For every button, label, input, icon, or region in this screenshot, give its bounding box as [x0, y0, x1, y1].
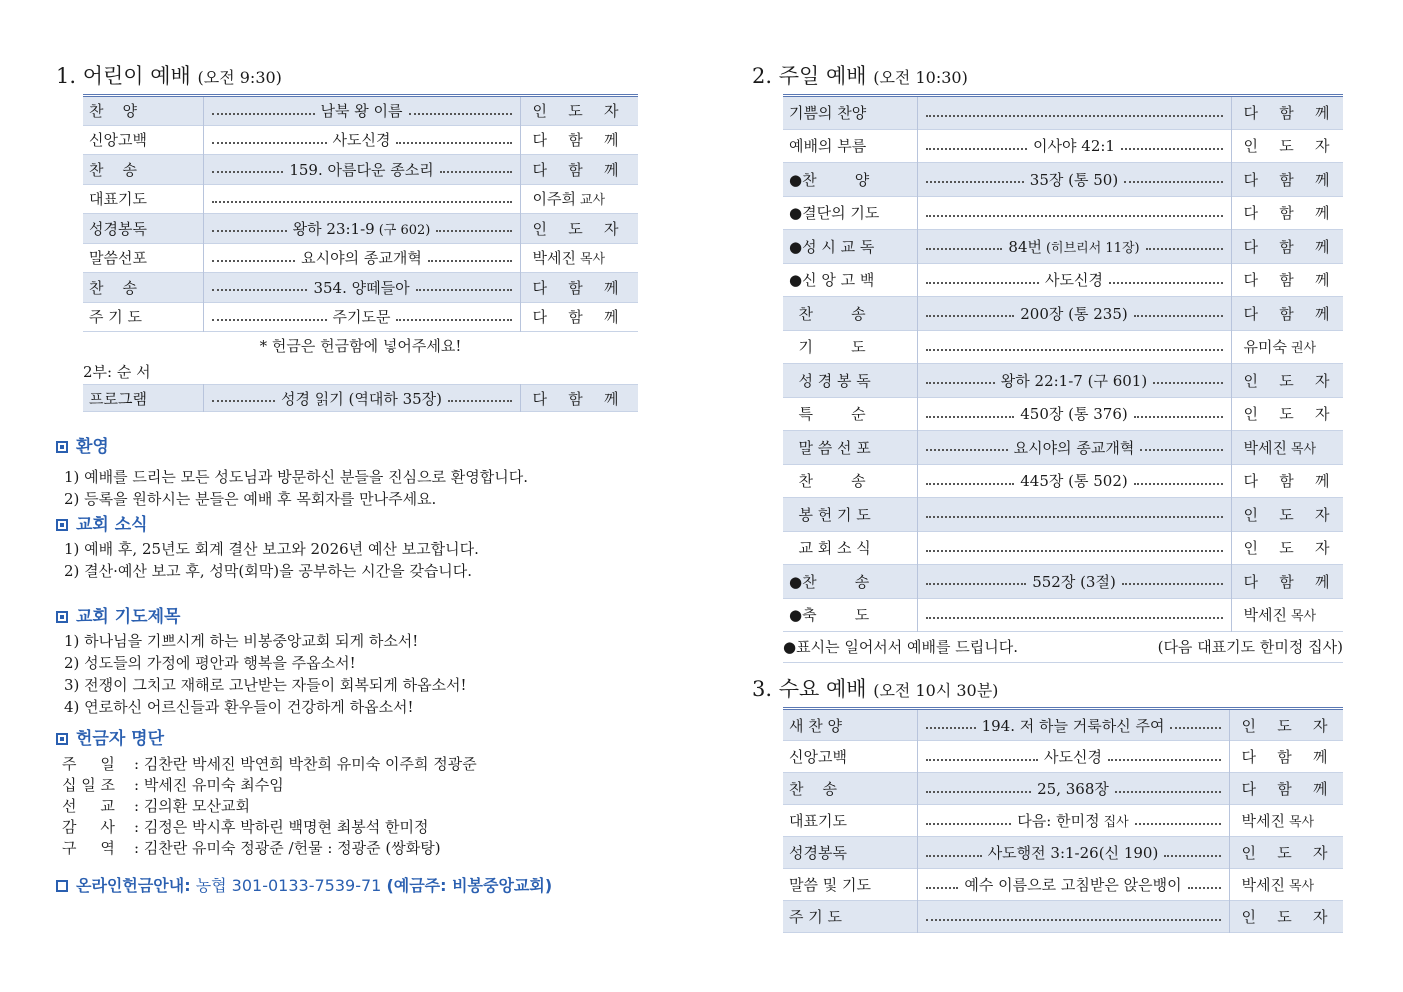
table-row [783, 773, 1343, 805]
table-row [783, 163, 1343, 197]
row-leader: 인 도 자 [532, 219, 627, 238]
table-row [783, 598, 1343, 632]
row-content [917, 330, 1231, 364]
giver-row: 십 일 조 : 박세진 유미숙 최수임 [62, 776, 284, 794]
table-row [783, 96, 1343, 130]
row-content: 주기도문 [203, 302, 520, 332]
row-item: 신앙고백 [789, 748, 847, 766]
row-leader: 다 함 께 [1243, 271, 1338, 290]
row-item: ●성 시 교 독 [789, 237, 875, 256]
row-content [917, 196, 1231, 230]
row-leader: 박세진 목사 [1243, 438, 1317, 457]
table-row [783, 837, 1343, 869]
row-item: 대표기도 [89, 190, 147, 209]
row-content: 354. 양떼들아 [203, 273, 520, 303]
row-leader: 인 도 자 [532, 102, 627, 121]
row-item: ●찬 송 [789, 572, 870, 591]
row-content: 요시야의 종교개혁 [203, 243, 520, 273]
row-item: 찬 송 [89, 278, 138, 297]
row-leader: 인 도 자 [1241, 908, 1336, 926]
row-item: 기 도 [789, 338, 866, 357]
row-leader: 박세진 목사 [1241, 812, 1315, 830]
row-item: 말씀선포 [89, 249, 147, 268]
list-item: 3) 전쟁이 그치고 재해로 고난받는 자들이 회복되게 하옵소서! [64, 676, 467, 694]
table-row [783, 901, 1343, 933]
list-item: 1) 예배를 드리는 모든 성도님과 방문하신 분들을 진심으로 환영합니다. [64, 468, 529, 486]
row-leader: 이주희 교사 [532, 190, 606, 209]
table-row [783, 196, 1343, 230]
table-row [783, 431, 1343, 465]
row-content: 450장 (통 376) [917, 397, 1231, 431]
row-content: 25, 368장 [917, 773, 1229, 805]
sunday-service-table [783, 94, 1343, 632]
row-content: 사도신경 [917, 741, 1229, 773]
table-row [783, 129, 1343, 163]
welcome-list [56, 466, 646, 510]
row-content [917, 531, 1231, 565]
row-item: 성 경 봉 독 [789, 371, 871, 390]
row-content: 다음: 한미정 집사 [917, 805, 1229, 837]
part2-label: 2부: 순 서 [83, 363, 151, 381]
children-service-table [83, 94, 638, 332]
offering-note: * 헌금은 헌금함에 넣어주세요! [259, 337, 462, 355]
part2-table [83, 384, 638, 412]
row-content: 194. 저 하늘 거룩하신 주여 [917, 709, 1229, 741]
row-item: ●신 앙 고 백 [789, 271, 875, 290]
row-item: 대표기도 [789, 812, 847, 830]
row-leader: 박세진 목사 [1241, 876, 1315, 894]
row-leader: 다 함 께 [1241, 780, 1336, 798]
list-item: 4) 연로하신 어르신들과 환우들이 건강하게 하옵소서! [64, 698, 414, 716]
row-item: 말씀 및 기도 [789, 876, 871, 894]
news-title: 교회 소식 [56, 512, 646, 538]
row-content: 요시야의 종교개혁 [917, 431, 1231, 465]
square-bullet-icon [56, 880, 68, 892]
row-leader: 다 함 께 [532, 160, 627, 179]
list-item: 2) 결산·예산 보고 후, 성막(회막)을 공부하는 시간을 갖습니다. [64, 562, 473, 580]
row-content: 남북 왕 이름 [203, 96, 520, 126]
table-row [83, 214, 638, 244]
row-leader: 유미숙 권사 [1243, 338, 1317, 357]
giver-row: 감 사 : 김정은 박시후 박하린 백명현 최봉석 한미정 [62, 818, 429, 836]
row-content [203, 184, 520, 214]
table-row [83, 385, 638, 412]
row-content [917, 498, 1231, 532]
row-item: 찬 양 [89, 102, 138, 121]
left-column [56, 62, 646, 896]
table-row [83, 184, 638, 214]
row-item: 프로그램 [89, 389, 147, 408]
row-item: 주 기 도 [89, 308, 143, 327]
row-leader: 박세진 목사 [1243, 606, 1317, 625]
row-leader: 다 함 께 [1243, 304, 1338, 323]
row-leader: 다 함 께 [1243, 237, 1338, 256]
wednesday-service-title: 3. 수요 예배 (오전 10시 30분) [752, 677, 999, 701]
row-content: 84번 (히브리서 11장) [917, 230, 1231, 264]
row-content: 552장 (3절) [917, 565, 1231, 599]
giver-row: 선 교 : 김의환 모산교회 [62, 797, 251, 815]
table-row [783, 397, 1343, 431]
row-item: 성경봉독 [789, 844, 847, 862]
news-list [56, 538, 646, 582]
row-item: 특 순 [789, 405, 866, 424]
prayer-title: 교회 기도제목 [56, 604, 646, 630]
row-item: 말 씀 선 포 [789, 438, 871, 457]
row-leader: 다 함 께 [532, 131, 627, 150]
table-row [783, 869, 1343, 901]
row-content: 159. 아름다운 종소리 [203, 155, 520, 185]
row-leader: 다 함 께 [1243, 572, 1338, 591]
row-content: 200장 (통 235) [917, 297, 1231, 331]
row-item: 성경봉독 [89, 219, 147, 238]
table-row [83, 155, 638, 185]
giver-row: 구 역 : 김찬란 유미숙 정광준 /헌물 : 정광준 (쌍화탕) [62, 839, 441, 857]
standing-note: ●표시는 일어서서 예배를 드립니다. (다음 대표기도 한미정 집사) [783, 632, 1343, 663]
row-content: 사도신경 [203, 125, 520, 155]
row-leader: 다 함 께 [1241, 748, 1336, 766]
square-bullet-icon [56, 611, 68, 623]
row-item: 주 기 도 [789, 908, 843, 926]
row-item: 찬 송 [789, 304, 866, 323]
square-bullet-icon [56, 733, 68, 745]
row-leader: 인 도 자 [1243, 505, 1338, 524]
children-service-title: 1. 어린이 예배 (오전 9:30) [56, 64, 282, 88]
sunday-service-title: 2. 주일 예배 (오전 10:30) [752, 64, 968, 88]
row-item: ●찬 양 [789, 170, 870, 189]
table-row [783, 330, 1343, 364]
table-row [83, 273, 638, 303]
row-leader: 다 함 께 [1243, 170, 1338, 189]
row-content [917, 598, 1231, 632]
row-item: 예배의 부름 [789, 137, 867, 156]
row-leader: 다 함 께 [532, 278, 627, 297]
row-item: 찬 송 [89, 160, 138, 179]
row-item: ●축 도 [789, 606, 870, 625]
table-row [783, 498, 1343, 532]
table-row [783, 464, 1343, 498]
row-leader: 박세진 목사 [532, 249, 606, 268]
row-leader: 다 함 께 [532, 389, 627, 408]
row-leader: 인 도 자 [1241, 844, 1336, 862]
row-content: 왕하 23:1-9 (구 602) [203, 214, 520, 244]
wednesday-service-table [783, 707, 1343, 933]
table-row [783, 531, 1343, 565]
row-content: 이사야 42:1 [917, 129, 1231, 163]
row-leader: 다 함 께 [532, 308, 627, 327]
list-item: 1) 하나님을 기쁘시게 하는 비봉중앙교회 되게 하소서! [64, 632, 419, 650]
welcome-title: 환영 [56, 434, 646, 460]
row-item: ●결단의 기도 [789, 204, 880, 223]
row-content [917, 96, 1231, 130]
table-row [83, 302, 638, 332]
row-item: 봉 헌 기 도 [789, 505, 871, 524]
row-leader: 다 함 께 [1243, 204, 1338, 223]
square-bullet-icon [56, 441, 68, 453]
table-row [83, 243, 638, 273]
table-row [783, 805, 1343, 837]
list-item: 1) 예배 후, 25년도 회계 결산 보고와 2026년 예산 보고합니다. [64, 540, 479, 558]
givers-list [56, 754, 646, 859]
row-item: 기쁨의 찬양 [789, 104, 867, 123]
list-item: 2) 등록을 원하시는 분들은 예배 후 목회자를 만나주세요. [64, 490, 437, 508]
square-bullet-icon [56, 519, 68, 531]
table-row [783, 741, 1343, 773]
row-item: 찬 송 [789, 780, 838, 798]
row-item: 교 회 소 식 [789, 539, 871, 558]
prayer-list [56, 630, 646, 718]
row-leader: 인 도 자 [1243, 539, 1338, 558]
row-content: 왕하 22:1-7 (구 601) [917, 364, 1231, 398]
table-row [783, 297, 1343, 331]
row-leader: 인 도 자 [1243, 405, 1338, 424]
row-leader: 인 도 자 [1243, 137, 1338, 156]
row-content: 35장 (통 50) [917, 163, 1231, 197]
givers-title: 헌금자 명단 [56, 726, 646, 752]
table-row [783, 709, 1343, 741]
right-column [752, 62, 1352, 933]
row-content [917, 901, 1229, 933]
table-row [783, 263, 1343, 297]
row-leader: 다 함 께 [1243, 104, 1338, 123]
table-row [83, 125, 638, 155]
table-row [83, 96, 638, 126]
row-item: 새 찬 양 [789, 716, 843, 735]
row-content: 예수 이름으로 고침받은 앉은뱅이 [917, 869, 1229, 901]
row-content: 성경 읽기 (역대하 35장) [203, 385, 520, 412]
row-leader: 다 함 께 [1243, 472, 1338, 491]
row-content: 445장 (통 502) [917, 464, 1231, 498]
row-content: 사도신경 [917, 263, 1231, 297]
row-content: 사도행전 3:1-26(신 190) [917, 837, 1229, 869]
table-row [783, 565, 1343, 599]
row-leader: 인 도 자 [1243, 371, 1338, 390]
row-item: 신앙고백 [89, 131, 147, 150]
giver-row: 주 일 : 김찬란 박세진 박연희 박찬희 유미숙 이주희 정광준 [62, 755, 477, 773]
list-item: 2) 성도들의 가정에 평안과 행복을 주옵소서! [64, 654, 356, 672]
table-row [783, 364, 1343, 398]
row-leader: 인 도 자 [1241, 716, 1336, 735]
row-item: 찬 송 [789, 472, 866, 491]
table-row [783, 230, 1343, 264]
online-offering: 온라인헌금안내: 농협 301-0133-7539-71 (예금주: 비봉중앙교회) [56, 873, 646, 896]
